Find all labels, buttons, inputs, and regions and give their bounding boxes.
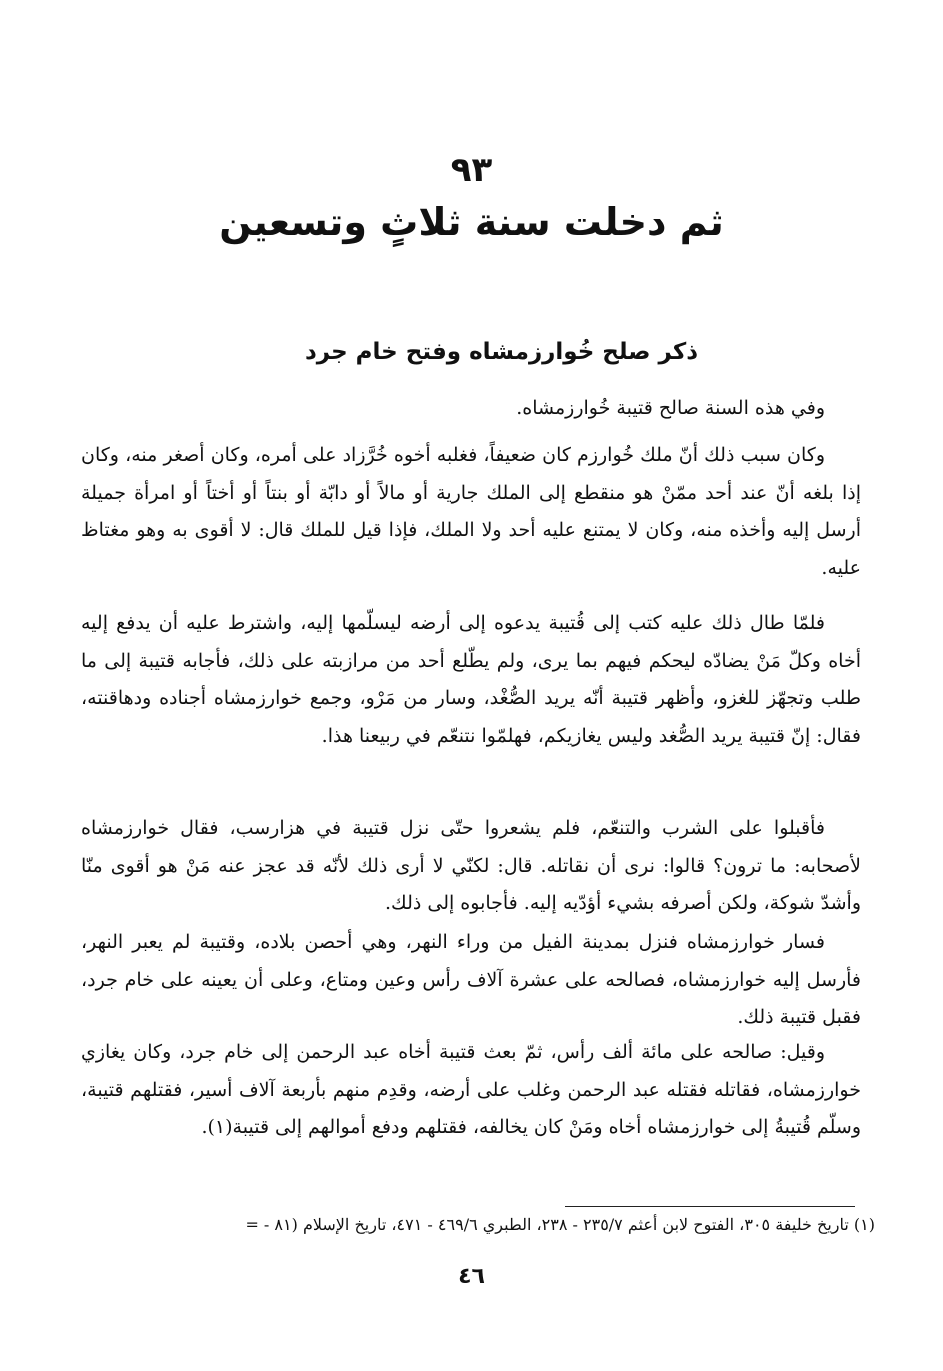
paragraph-2: [81, 437, 861, 587]
paragraph-text: فسار خوارزمشاه فنزل بمدينة الفيل من وراء النهر، وهي أحصن بلاده، وقتيبة لم يعبر النهر، فأرسل إليه خوارزمشاه، فصالحه على عشرة آلاف رأس وعين ومتاع، وعلى أن يعينه على خام جرد، فقبل قتيبة ذلك.: [81, 931, 861, 1028]
paragraph-text: وفي هذه السنة صالح قتيبة خُوارزمشاه.: [516, 397, 825, 419]
paragraph-3: [81, 605, 861, 755]
footnote: (١) تاريخ خليفة ٣٠٥، الفتوح لابن أعثم ٢٣٥/٧ - ٢٣٨، الطبري ٤٦٩/٦ - ٤٧١، تاريخ الإسلام (٨١ - =: [245, 1215, 875, 1234]
footnote-divider: [565, 1206, 855, 1207]
paragraph-text: وكان سبب ذلك أنّ ملك خُوارزم كان ضعيفاً، فغلبه أخوه خُرَّزاد على أمره، وكان أصغر منه، وكان إذا بلغه أنّ عند أحد ممّنْ هو منقطع إلى الملك جارية أو مالاً أو دابّة أو بنتاً أو أختاً أو امرأة جميلة أرسل إليه وأخذه منه، وكان لا يمتنع عليه أحد ولا الملك، فإذا قيل للملك قال: لا أقوى به وهو مغتاظ عليه.: [81, 444, 861, 579]
paragraph-1: [81, 390, 861, 428]
paragraph-text: فلمّا طال ذلك عليه كتب إلى قُتيبة يدعوه إلى أرضه ليسلّمها إليه، واشترط عليه أن يدفع إليه أخاه وكلّ مَنْ يضادّه ليحكم فيهم بما يرى، ولم يطّلع أحد من مرازبته على ذلك، فأجابه قتيبة إلى ما طلب وتجهّز للغزو، وأظهر قتيبة أنّه يريد الصُّغْد، وسار من مَرْو، وجمع خوارزمشاه أجناده ودهاقنته، فقال: إنّ قتيبة يريد الصُّغد وليس يغازيكم، فهلمّوا نتنعّم في ربيعنا هذا.: [81, 612, 861, 747]
page-number: ٤٦: [458, 1264, 485, 1289]
paragraph-4: [81, 810, 861, 923]
paragraph-5: [81, 924, 861, 1037]
chapter-title: ثم دخلت سنة ثلاثٍ وتسعين: [219, 200, 724, 244]
chapter-number: ٩٣: [450, 150, 493, 190]
section-heading: ذكر صلح خُوارزمشاه وفتح خام جرد: [304, 339, 698, 365]
paragraph-6: [81, 1034, 861, 1147]
paragraph-text: فأقبلوا على الشرب والتنعّم، فلم يشعروا حتّى نزل قتيبة في هزارسب، فقال خوارزمشاه لأصحابه: ما ترون؟ قالوا: نرى أن نقاتله. قال: لكنّي لا أرى ذلك لأنّه قد عجز عنه مَنْ هو أقوى منّا وأشدّ شوكة، ولكن أصرفه بشيء أؤدّيه إليه. فأجابوه إلى ذلك.: [81, 817, 861, 914]
paragraph-text: وقيل: صالحه على مائة ألف رأس، ثمّ بعث قتيبة أخاه عبد الرحمن إلى خام جرد، وكان يغازي خوارزمشاه، فقاتله فقتله عبد الرحمن وغلب على أرضه، وقدِم منهم بأربعة آلاف أسير، فقتلهم قتيبة، وسلّم قُتيبةُ إلى خوارزمشاه أخاه ومَنْ كان يخالفه، فقتلهم ودفع أموالهم إلى قتيبة(١).: [81, 1041, 861, 1138]
